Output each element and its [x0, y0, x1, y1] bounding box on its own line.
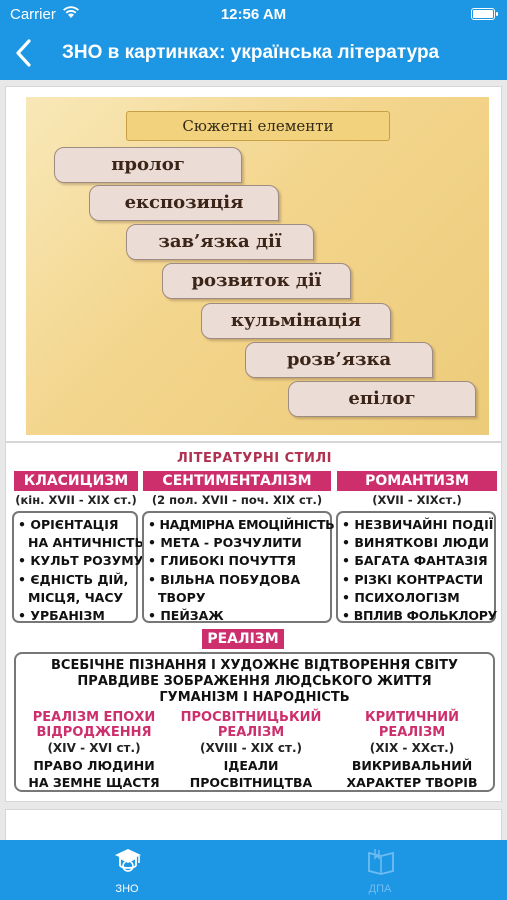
- open-book-icon: [366, 846, 396, 876]
- back-button[interactable]: [10, 37, 40, 69]
- plot-elements-card[interactable]: [5, 86, 502, 442]
- style-period-classicism: (кін. XVII - XIX ст.): [15, 493, 137, 507]
- list-item: НА АНТИЧНІСТЬ: [28, 535, 145, 551]
- subtype-name: РЕАЛІЗМ: [217, 725, 285, 740]
- list-item: • БАГАТА ФАНТАЗІЯ: [342, 553, 488, 569]
- style-header-sentimentalism: СЕНТИМЕНТАЛІЗМ: [143, 471, 331, 491]
- subtype-text: ІДЕАЛИ: [223, 758, 279, 773]
- chevron-left-icon: [10, 37, 40, 69]
- style-box-classicism: [12, 511, 145, 624]
- list-item: • ВИНЯТКОВІ ЛЮДИ: [342, 535, 489, 551]
- style-header-romanticism: РОМАНТИЗМ: [337, 471, 497, 491]
- realism-line: ГУМАНІЗМ І НАРОДНІСТЬ: [159, 690, 350, 705]
- subtype-text: ПРАВО ЛЮДИНИ: [33, 758, 155, 773]
- subtype-period: (XVIII - XIX ст.): [199, 741, 302, 755]
- subtype-text: ВИКРИВАЛЬНИЙ: [351, 758, 473, 773]
- style-box-realism: [14, 652, 495, 792]
- plot-step-resolution: розв’язка: [245, 342, 433, 378]
- plot-step-epilogue: епілог: [288, 381, 476, 417]
- tab-bar: [0, 840, 507, 900]
- subtype-text: ХАРАКТЕР ТВОРІВ: [346, 775, 478, 790]
- style-header-classicism: КЛАСИЦИЗМ: [14, 471, 138, 491]
- subtype-name: РЕАЛІЗМ ЕПОХИ: [32, 710, 156, 725]
- subtype-period: (XIV - XVI ст.): [47, 741, 141, 755]
- tab-label: ЗНО: [115, 883, 139, 895]
- subtype-period: (XIX - XXст.): [369, 741, 455, 755]
- plot-step-inciting: зав’язка дії: [126, 224, 314, 260]
- style-box-romanticism: [336, 511, 496, 623]
- list-item: • УРБАНІЗМ: [18, 608, 105, 624]
- subtype-name: РЕАЛІЗМ: [378, 725, 446, 740]
- list-item: ТВОРУ: [158, 589, 206, 605]
- realism-subtype-critical: [334, 710, 490, 791]
- style-header-realism: РЕАЛІЗМ: [202, 629, 284, 649]
- list-item: • РІЗКІ КОНТРАСТИ: [342, 571, 484, 587]
- list-item: • КУЛЬТ РОЗУМУ: [18, 553, 144, 569]
- plot-elements-image: [26, 97, 489, 435]
- battery-icon: [471, 8, 495, 20]
- subtype-name: КРИТИЧНИЙ: [365, 710, 459, 725]
- plot-step-climax: кульмінація: [201, 303, 391, 339]
- list-item: • ВІЛЬНА ПОБУДОВА: [148, 571, 301, 587]
- tab-label: ДПА: [368, 883, 392, 895]
- scroll-content[interactable]: [0, 80, 507, 840]
- navigation-bar: [0, 0, 507, 80]
- literary-styles-title: ЛІТЕРАТУРНІ СТИЛІ: [176, 451, 333, 466]
- subtype-text: ПРОСВІТНИЦТВА: [189, 775, 313, 790]
- list-item: • ГЛИБОКІ ПОЧУТТЯ: [148, 553, 297, 569]
- realism-subtype-enlightenment: [174, 710, 328, 791]
- clock: 12:56 AM: [220, 6, 287, 23]
- list-item: • ЄДНІСТЬ ДІЙ,: [18, 571, 129, 587]
- realism-line: ПРАВДИВЕ ЗОБРАЖЕННЯ ЛЮДСЬКОГО ЖИТТЯ: [77, 674, 432, 689]
- subtype-name: ПРОСВІТНИЦЬКИЙ: [180, 710, 322, 725]
- plot-elements-header: Сюжетні елементи: [126, 111, 390, 141]
- plot-step-rising-action: розвиток дії: [162, 263, 351, 299]
- list-item: • ОРІЄНТАЦІЯ: [18, 517, 119, 532]
- list-item: • ВПЛИВ ФОЛЬКЛОРУ: [342, 608, 497, 624]
- graduation-cap-icon: [113, 846, 143, 876]
- list-item: • ПЕЙЗАЖ: [148, 608, 224, 624]
- page-title: ЗНО в картинках: українська література: [62, 42, 440, 63]
- list-item: • МЕТА - РОЗЧУЛИТИ: [148, 535, 302, 551]
- tab-zno[interactable]: [67, 840, 187, 900]
- list-item: • НАДМІРНА ЕМОЦІЙНІСТЬ: [148, 517, 335, 532]
- realism-line: ВСЕБІЧНЕ ПІЗНАННЯ І ХУДОЖНЄ ВІДТВОРЕННЯ СВІТУ: [51, 658, 458, 673]
- list-item: • НЕЗВИЧАЙНІ ПОДІЇ: [342, 517, 494, 532]
- plot-step-prologue: пролог: [54, 147, 242, 183]
- list-item: МІСЦЯ, ЧАСУ: [28, 589, 124, 605]
- next-image-card[interactable]: [5, 809, 502, 840]
- subtype-text: НА ЗЕМНЕ ЩАСТЯ: [28, 775, 160, 790]
- plot-step-exposition: експозиція: [89, 185, 279, 221]
- carrier-label: Carrier: [10, 6, 56, 23]
- subtype-name: ВІДРОДЖЕННЯ: [36, 725, 152, 740]
- realism-subtype-renaissance: [18, 710, 170, 791]
- style-period-romanticism: (XVII - XIXст.): [372, 493, 462, 507]
- tab-dpa[interactable]: [320, 840, 440, 900]
- style-box-sentimentalism: [142, 511, 335, 624]
- style-period-sentimentalism: (2 пол. XVII - поч. XIX ст.): [151, 493, 323, 507]
- literary-styles-card[interactable]: [5, 442, 502, 802]
- list-item: • ПСИХОЛОГІЗМ: [342, 589, 460, 605]
- status-bar: [0, 0, 507, 28]
